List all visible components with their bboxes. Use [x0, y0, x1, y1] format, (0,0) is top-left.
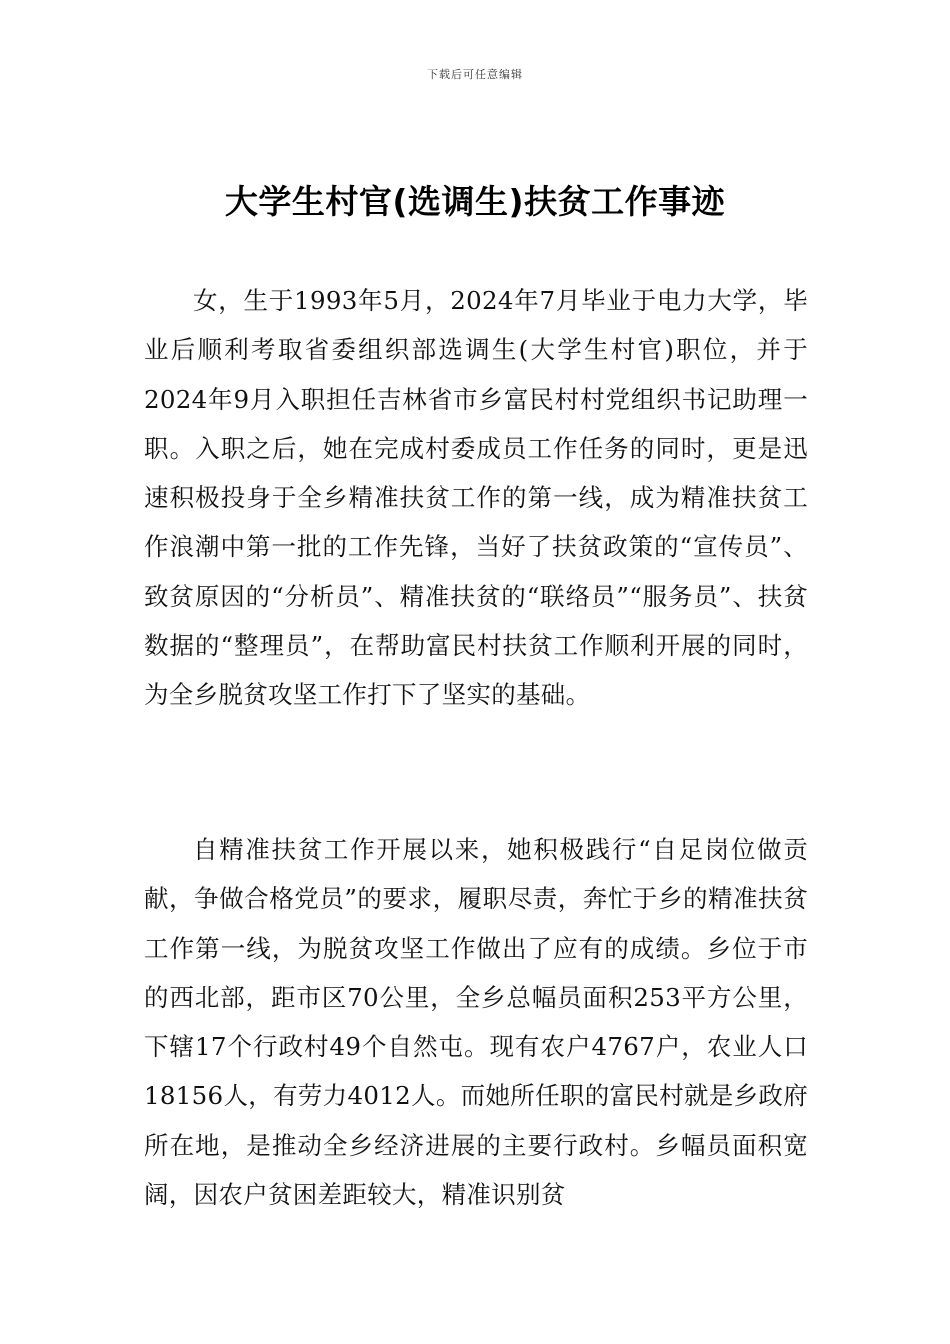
paragraph-1-container — [144, 276, 808, 720]
paragraph-2-container — [144, 825, 808, 1219]
paragraph-2: 自精准扶贫工作开展以来，她积极践行“自足岗位做贡献，争做合格党员”的要求，履职尽责，奔忙于乡的精准扶贫工作第一线，为脱贫攻坚工作做出了应有的成绩。乡位于市的西北部，距市区70公里，全乡总幅员面积253平方公里，下辖17个行政村49个自然屯。现有农户4767户，农业人口18156人，有劳力4012人。而她所任职的富民村就是乡政府所在地，是推动全乡经济进展的主要行政村。乡幅员面积宽阔，因农户贫困差距较大，精准识别贫 — [144, 835, 808, 1210]
document-title: 大学生村官(选调生)扶贫工作事迹 — [224, 182, 726, 221]
paragraph-1: 女，生于1993年5月，2024年7月毕业于电力大学，毕业后顺利考取省委组织部选调生(大学生村官)职位，并于2024年9月入职担任吉林省市乡富民村村党组织书记助理一职。入职之后，她在完成村委成员工作任务的同时，更是迅速积极投身于全乡精准扶贫工作的第一线，成为精准扶贫工作浪潮中第一批的工作先锋，当好了扶贫政策的“宣传员”、致贫原因的“分析员”、精准扶贫的“联络员”“服务员”、扶贫数据的“整理员”，在帮助富民村扶贫工作顺利开展的同时，为全乡脱贫攻坚工作打下了坚实的基础。 — [144, 286, 808, 710]
page-header-note: 下载后可任意编辑 — [427, 68, 523, 81]
